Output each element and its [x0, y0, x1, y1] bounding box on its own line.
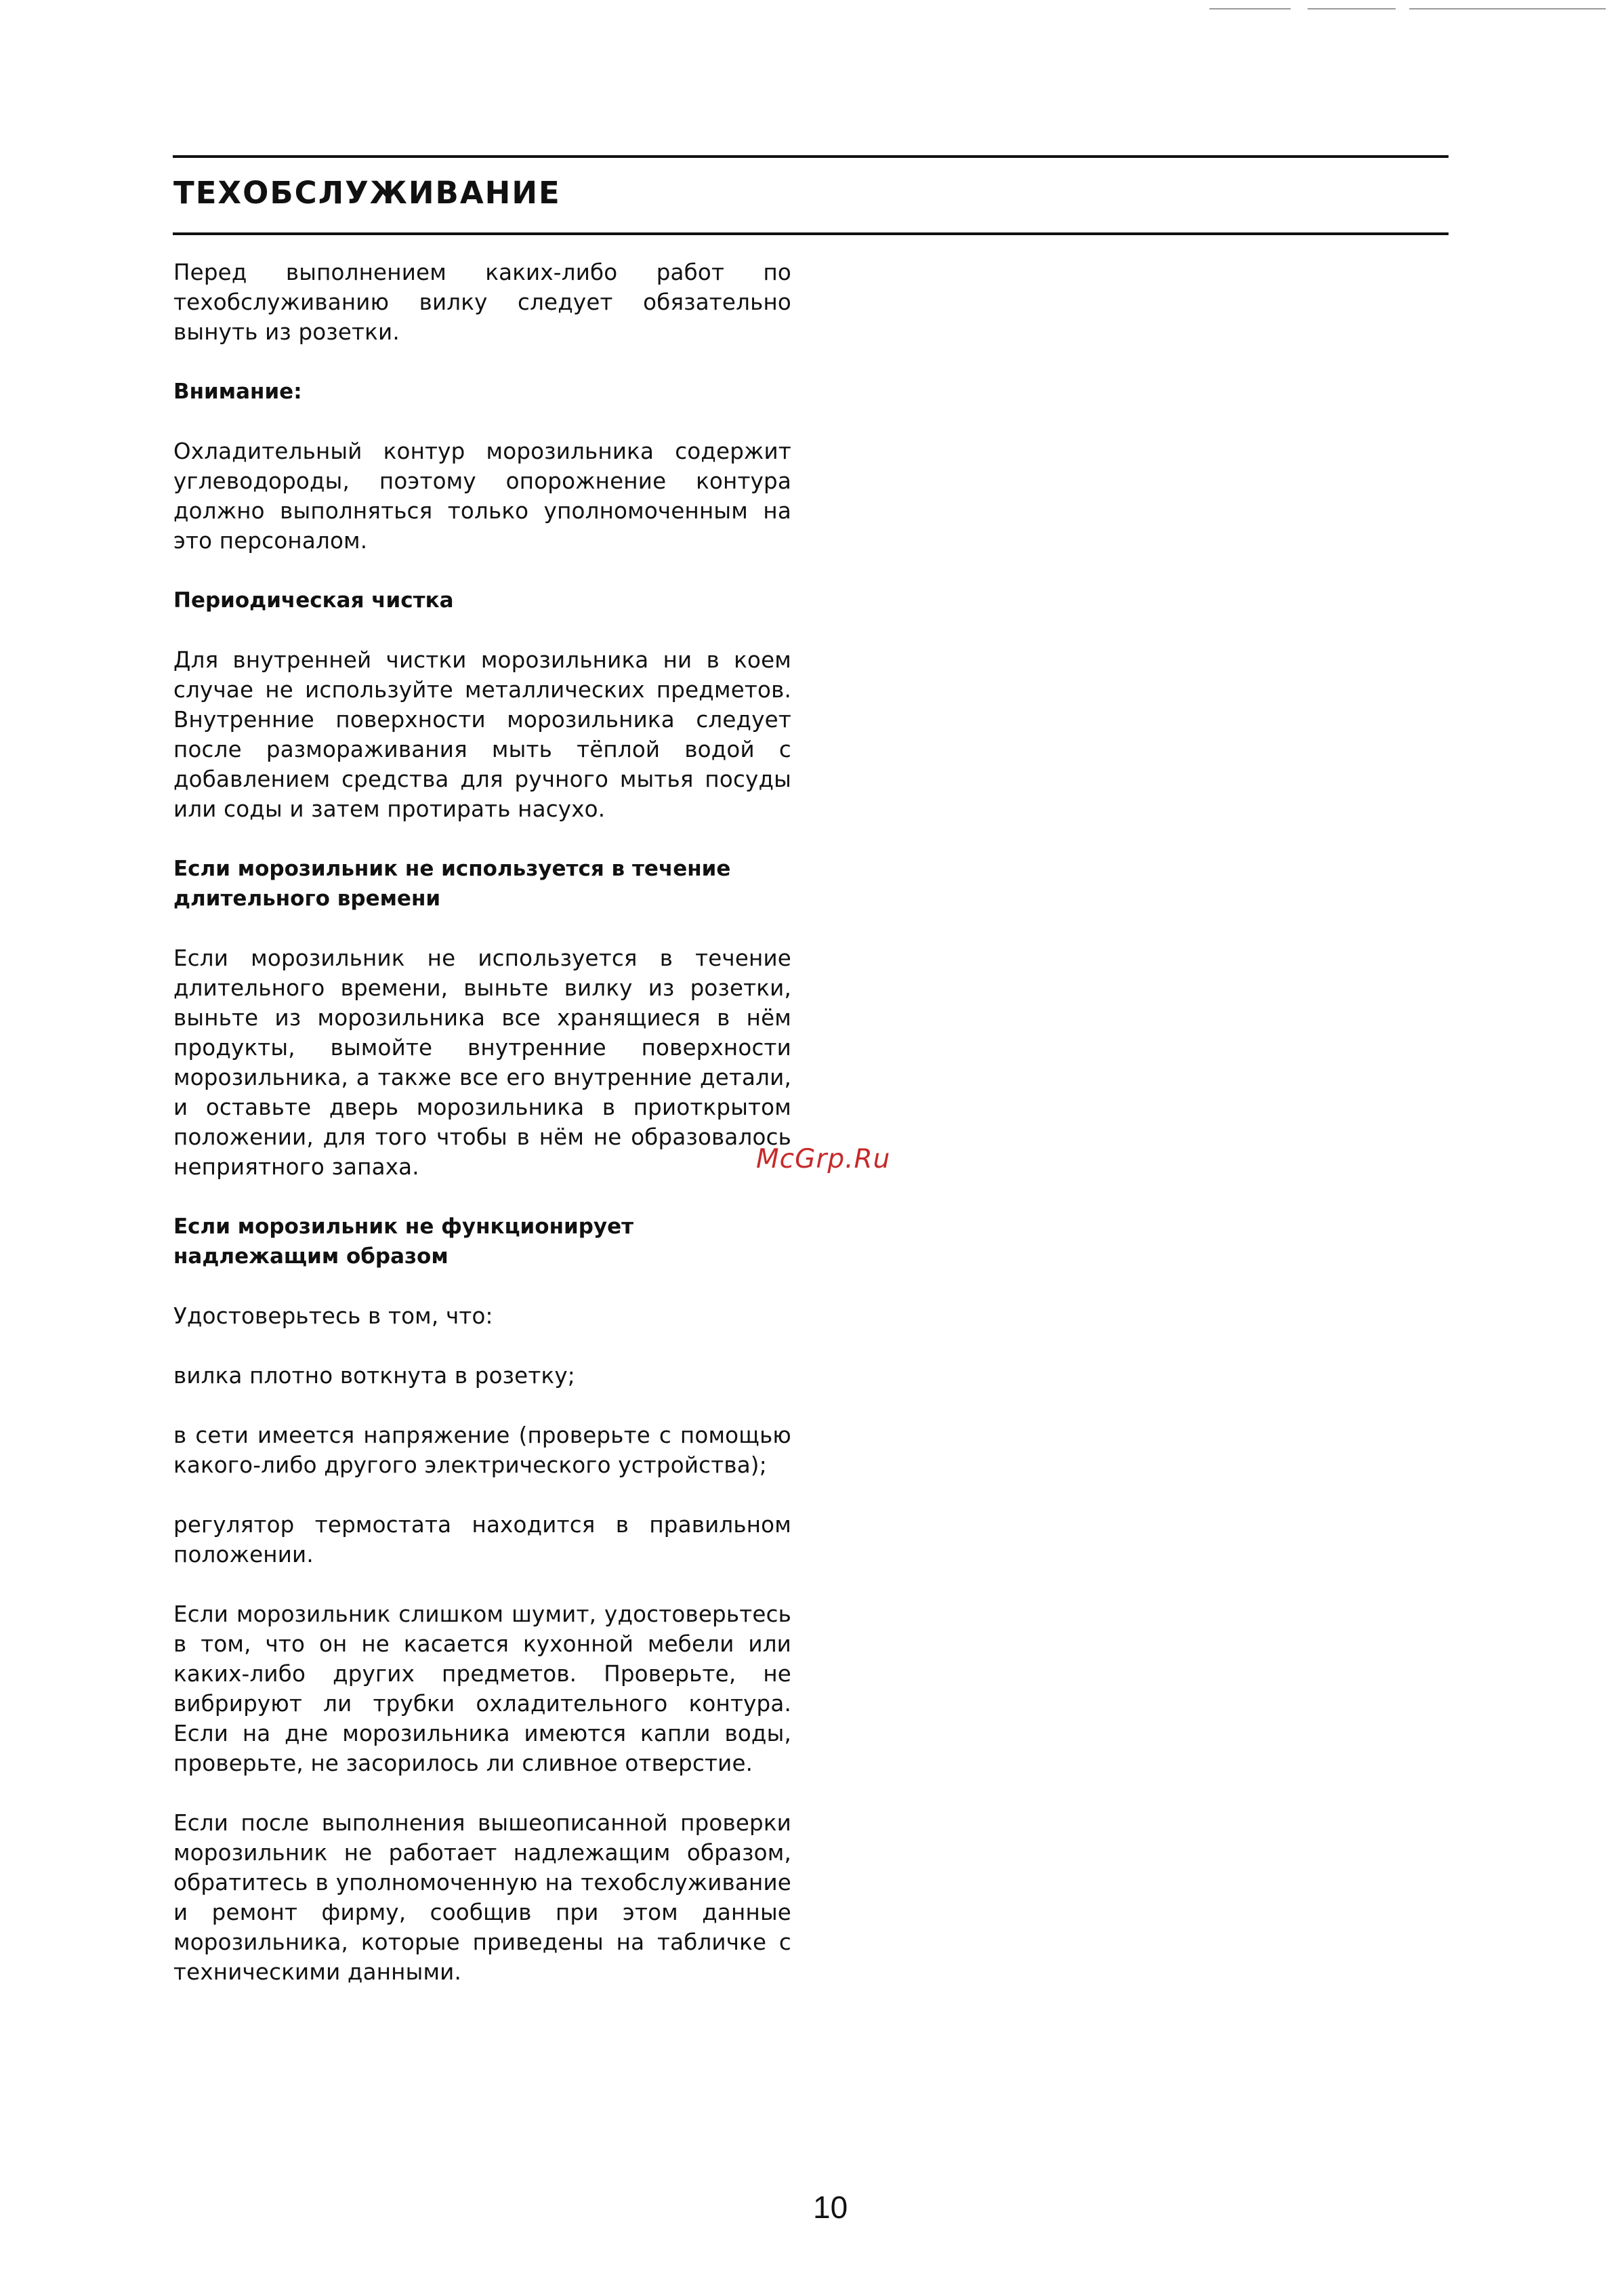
- check-plug: вилка плотно воткнута в розетку;: [173, 1363, 575, 1389]
- check-voltage: в сети имеется напряжение (проверьте с помощью какого-либо другого электрического устройства);: [173, 1422, 791, 1478]
- scan-artifact-line: [1409, 8, 1606, 9]
- unused-heading-line-1: Если морозильник не используется в течение: [173, 857, 731, 881]
- watermark: McGrp.Ru: [756, 1144, 891, 1174]
- malfunction-heading-line-2: надлежащим образом: [173, 1244, 449, 1269]
- service-paragraph: Если после выполнения вышеописанной проверки морозильник не работает надлежащим образом, обратитесь в уполномоченную на техобслуживание и ремонт фирму, сообщив при этом данные морозильника, которые приведены на табличке с техническими данными.: [173, 1810, 791, 1985]
- cleaning-paragraph: Для внутренней чистки морозильника ни в коем случае не используйте металлических предметов. Внутренние поверхности морозильника следует после размораживания мыть тёплой водой с добавлением средства для ручного мытья посуды или соды и затем протирать насухо.: [173, 647, 791, 822]
- unused-heading: [173, 854, 791, 914]
- scan-artifact-line: [1308, 8, 1396, 9]
- unused-heading-line-2: длительного времени: [173, 886, 441, 911]
- check-thermostat: регулятор термостата находится в правильном положении.: [173, 1512, 791, 1567]
- title-bottom-rule: [173, 232, 1449, 235]
- attention-heading: Внимание:: [173, 380, 302, 404]
- title-top-rule: [173, 155, 1449, 158]
- intro-paragraph: Перед выполнением каких-либо работ по техобслуживанию вилку следует обязательно вынуть из розетки.: [173, 260, 791, 345]
- attention-paragraph: Охладительный контур морозильника содержит углеводороды, поэтому опорожнение контура должно выполняться только уполномоченным на это персоналом.: [173, 438, 791, 554]
- check-intro: Удостоверьтесь в том, что:: [173, 1303, 493, 1329]
- page-title: ТЕХОБСЛУЖИВАНИЕ: [173, 175, 561, 211]
- document-body: [173, 258, 791, 1987]
- cleaning-heading: Периодическая чистка: [173, 588, 454, 613]
- noise-paragraph: Если морозильник слишком шумит, удостоверьтесь в том, что он не касается кухонной мебели или каких-либо других предметов. Проверьте, не вибрируют ли трубки охладительного контура. Если на дне морозильника имеются капли воды, проверьте, не засорилось ли сливное отверстие.: [173, 1601, 791, 1776]
- malfunction-heading-line-1: Если морозильник не функционирует: [173, 1214, 634, 1239]
- unused-paragraph: Если морозильник не используется в течение длительного времени, выньте вилку из розетки, выньте из морозильника все хранящиеся в нём продукты, вымойте внутренние поверхности морозильника, а также все его внутренние детали, и оставьте дверь морозильника в приоткрытом положении, для того чтобы в нём не образовалось неприятного запаха.: [173, 945, 791, 1180]
- malfunction-heading: [173, 1212, 791, 1271]
- page-number: 10: [813, 2190, 848, 2225]
- scan-artifact-line: [1209, 8, 1291, 9]
